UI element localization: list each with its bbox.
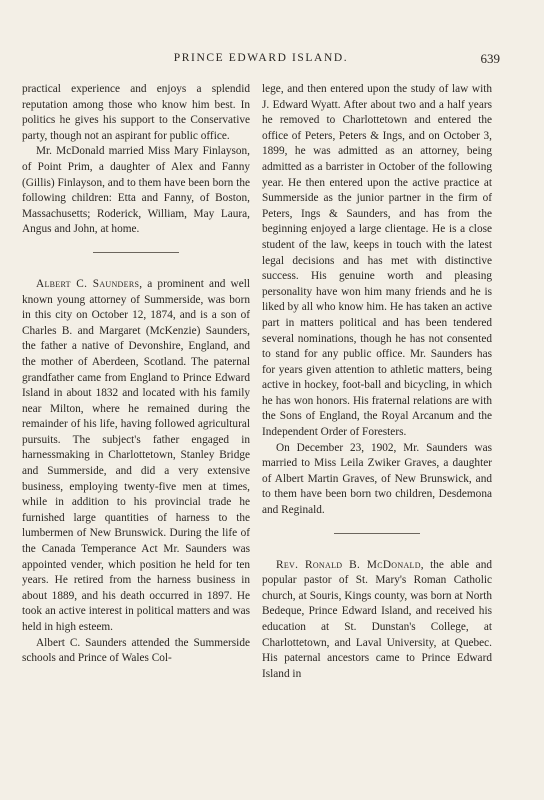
left-column [22,82,250,667]
section-divider [334,533,420,534]
subject-name-rev-mcdonald: Rev. Ronald B. McDonald [276,558,421,571]
page-number: 639 [480,51,500,66]
saunders-marriage-text: On December 23, 1902, Mr. Saunders was married to Miss Leila Zwiker Graves, a daughter of Albert Martin Graves, of New Brunswick, and to them have been born two children, Desdemona and Reginald. [262,441,492,517]
paragraph-rev-mcdonald-biography [262,558,492,683]
saunders-biography-text: , a prominent and well known young attorney of Summerside, was born in this city on October 12, 1874, and is a son of Charles B. and Margaret (McKenzie) Saunders, the father a native of Devonshire, England, and the mother of Aberdeen, Scotland. The paternal grandfather came from England to Prince Edward Island in about 1832 and located with his family near Milton, where he remained during the remainder of his life, having followed agricultural pursuits. The subject's father engaged in harnessmaking in Charlottetown, Stanley Bridge and Summerside, and did a very extensive business, employing twenty-five men at times, while in addition to his provincial trade he furnished large quantities of harness to the lumbermen of New Brunswick. During the life of the Canada Temperance Act Mr. Saunders was appointed vender, which position he held for ten years. He retired from the harness business in about 1889, and his death occurred in 1897. He took an active interest in political matters and was held in high esteem. [22,277,250,633]
saunders-education-text: Albert C. Saunders attended the Summerside schools and Prince of Wales Col- [22,636,250,665]
paragraph-saunders-education [22,636,250,667]
right-column [262,82,492,682]
paragraph-saunders-biography [22,277,250,636]
subject-name-saunders: Albert C. Saunders [36,277,140,290]
paragraph-saunders-career: lege, and then entered upon the study of law with J. Edward Wyatt. After about two and a half years he removed to Charlottetown and entered the office of Peters, Peters & Ings, and on October 3, 1899, he was admitted as an attorney, being admitted as a barrister in October of the following year. He then entered upon the active practice at Summerside as the junior partner in the firm of Peters, Ings & Saunders, and has from the beginning enjoyed a large clientage. He is a close student of the law, keeps in touch with the latest legal decisions and has met with distinctive success. His genuine worth and pleasing personality have won him many friends and he is liked by all who know him. He has taken an active part in matters political and has been tendered several nominations, though he has not consented to stand for any public office. Mr. Saunders has for years given attention to athletic matters, being active in hockey, foot-ball and bicycling, in which he has won honors. His fraternal relations are with the Sons of England, the Royal Arcanum and the Independent Order of Foresters. [262,83,492,439]
paragraph-saunders-marriage [262,441,492,519]
mcdonald-family-text: Mr. McDonald married Miss Mary Finlayson, of Point Prim, a daughter of Alex and Fanny (Gillis) Finlayson, and to them have been born the following children: Etta and Fanny, of Boston, Massachusetts; Roderick, William, May Laura, Angus and John, at home. [22,145,250,236]
paragraph-mcdonald-continued: practical experience and enjoys a splendid reputation among those who know him best. In politics he gives his support to the Conservative party, though not an aspirant for public office. [22,83,250,142]
running-head: PRINCE EDWARD ISLAND. [173,52,349,64]
section-divider [93,252,179,253]
rev-mcdonald-biography-text: , the able and popular pastor of St. Mary's Roman Catholic church, at Souris, Kings county, was born at North Bedeque, Prince Edward Island, and received his education at St. Dunstan's College, at Charlottetown, and Laval University, at Quebec. His paternal ancestors came to Prince Edward Island in [262,558,492,680]
paragraph-mcdonald-family [22,144,250,238]
page-header [22,52,500,68]
